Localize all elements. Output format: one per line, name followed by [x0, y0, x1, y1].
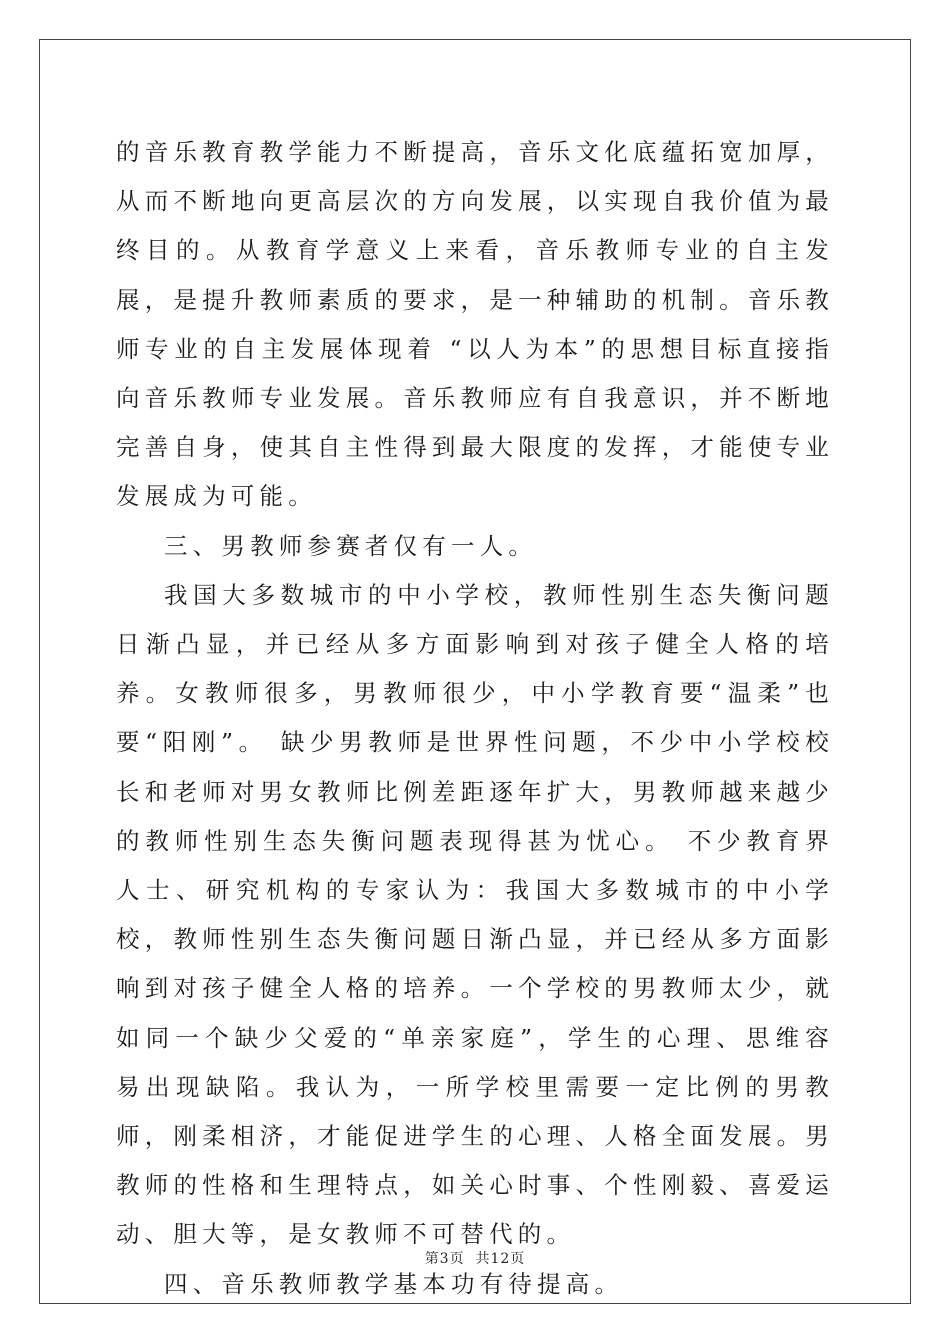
- paragraph-gender-imbalance: 我国大多数城市的中小学校，教师性别生态失衡问题日渐凸显，并已经从多方面影响到对孩子健全人格的培养。女教师很多，男教师很少，中小学教育要“温柔”也要“阳刚”。 缺少男教师是世界性问题，不少中小学校校长和老师对男女教师比例差距逐年扩大，男教师越来越少的教师性别生态失衡问题表现得甚为忧心。 不少教育界人士、研究机构的专家认为：我国大多数城市的中小学校，教师性别生态失衡问题日渐凸显，并已经从多方面影响到对孩子健全人格的培养。一个学校的男教师太少，就如同一个缺少父爱的“单亲家庭”，学生的心理、思维容易出现缺陷。我认为，一所学校里需要一定比例的男教师，刚柔相济，才能促进学生的心理、人格全面发展。男教师的性格和生理特点，如关心时事、个性刚毅、喜爱运动、胆大等，是女教师不可替代的。: [116, 580, 834, 1249]
- page-number: 第3页 共12页: [424, 1251, 526, 1267]
- document-body: [116, 128, 834, 1309]
- section-heading-three: 三、男教师参赛者仅有一人。: [164, 531, 538, 560]
- paragraph-continued: 的音乐教育教学能力不断提高，音乐文化底蕴拓宽加厚，从而不断地向更高层次的方向发展，以实现自我价值为最终目的。从教育学意义上来看，音乐教师专业的自主发展，是提升教师素质的要求，是一种辅助的机制。音乐教师专业的自主发展体现着 “以人为本”的思想目标直接指向音乐教师专业发展。音乐教师应有自我意识，并不断地完善自身，使其自主性得到最大限度的发挥，才能使专业发展成为可能。: [116, 138, 834, 511]
- page-footer: [0, 1248, 950, 1268]
- section-heading-four: 四、音乐教师教学基本功有待提高。: [164, 1269, 624, 1298]
